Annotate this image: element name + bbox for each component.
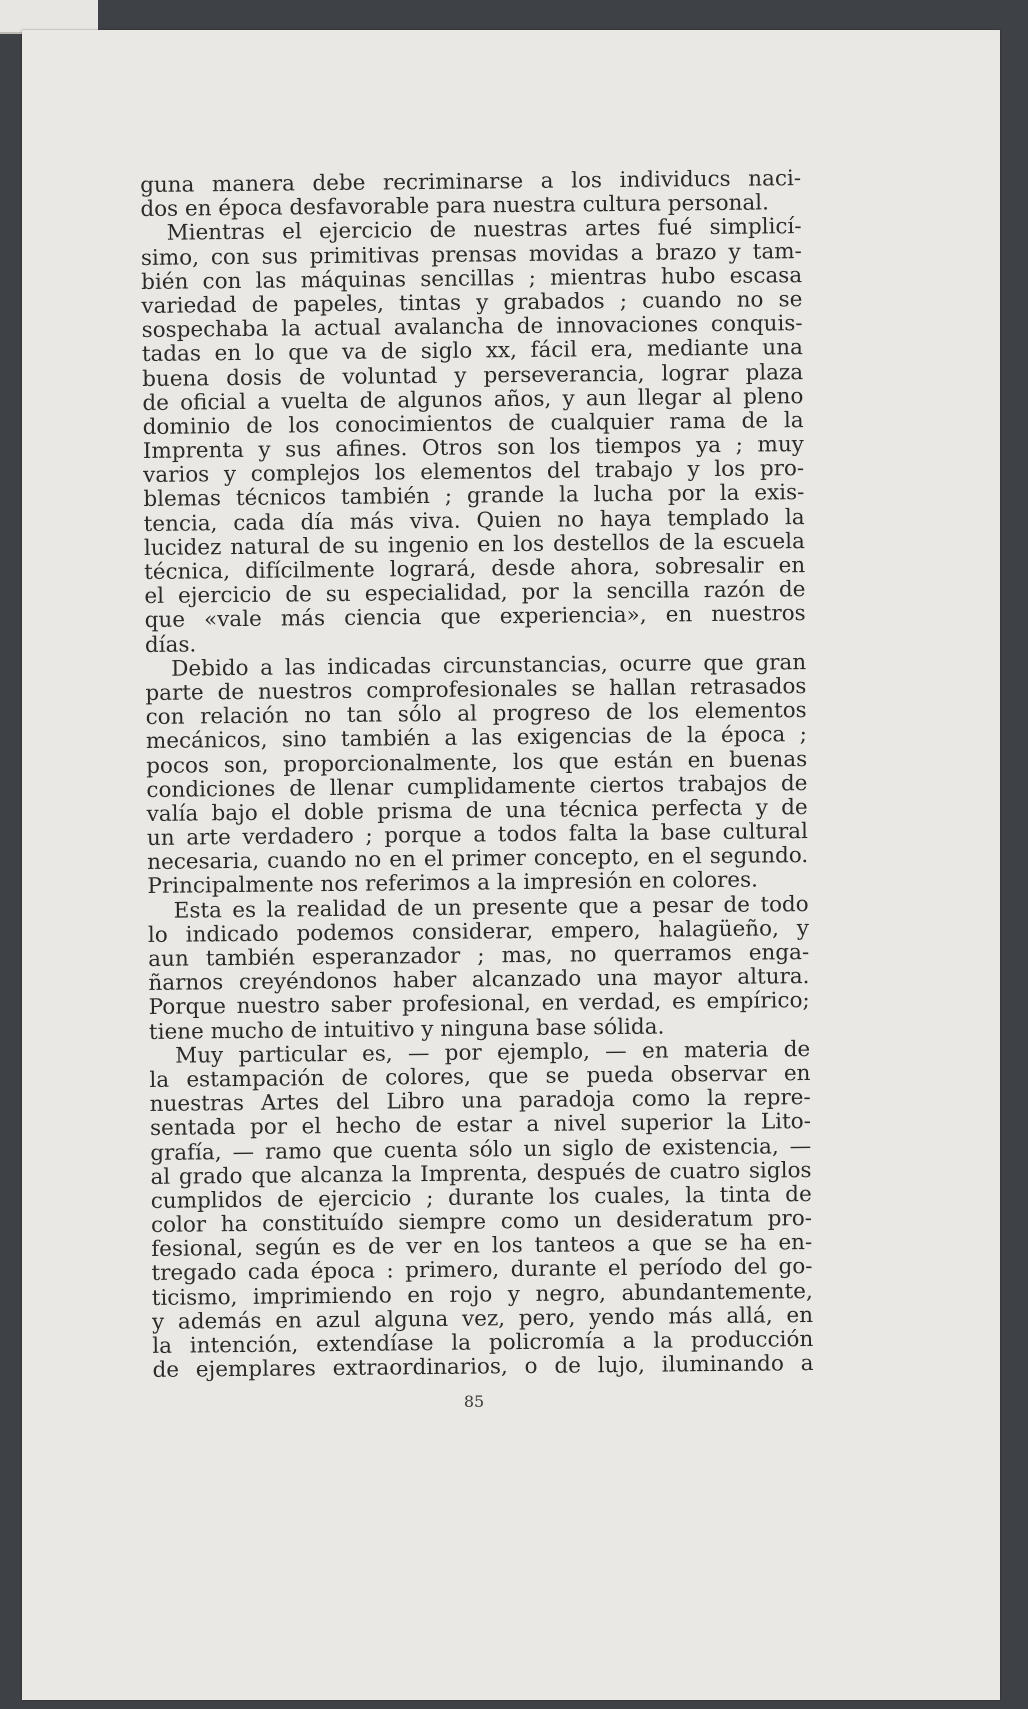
text-line: técnica, difícilmente logrará, desde ahora, sobresalir en	[144, 553, 806, 585]
text-line: tencia, cada día más viva. Quien no haya templado la	[143, 504, 805, 537]
text-line: necesaria, cuando no en el primer concepto, en el segundo.	[147, 843, 809, 876]
text-line: valía bajo el doble prisma de una técnica perfecta y de	[146, 794, 808, 827]
text-line: guna manera debe recriminarse a los individucs naci-	[139, 166, 802, 198]
body-text	[140, 167, 814, 1383]
text-line: dos en época desfavorable para nuestra cultura personal.	[140, 190, 770, 223]
text-line: tregado cada época : primero, durante el período del go-	[151, 1254, 813, 1287]
text-line: mecánicos, sino también a las exigencias de la época ;	[145, 722, 808, 755]
text-line: variedad de papeles, tintas y grabados ; cuando no se	[141, 287, 803, 319]
text-line: varios y complejos los elementos del trabajo y los pro-	[143, 456, 805, 489]
text-line: de oficial a vuelta de algunos años, y aun llegar al pleno	[142, 383, 804, 416]
text-line: la intención, extendíase la policromía a la producción	[152, 1327, 814, 1359]
text-line: que «vale más ciencia que experiencia», en nuestros	[144, 601, 806, 634]
text-line: nuestras Artes del Libro una paradoja como la repre-	[149, 1085, 811, 1118]
text-line: sentada por el hecho de estar a nivel superior la Lito-	[149, 1109, 812, 1142]
text-line: buena dosis de voluntad y perseverancia, lograr plaza	[142, 359, 804, 392]
text-line: simo, con sus primitivas prensas movidas a brazo y tam-	[140, 238, 802, 271]
text-line: color ha constituído siempre como un desideratum pro-	[150, 1206, 813, 1239]
text-line: tadas en lo que va de siglo xx, fácil era, mediante una	[141, 335, 803, 368]
text-line: Muy particular es, — por ejemplo, — en materia de	[175, 1036, 811, 1069]
text-line: un arte verdadero ; porque a todos falta la base cultural	[146, 819, 809, 852]
text-line: Debido a las indicadas circunstancias, ocurre que gran	[171, 649, 807, 682]
text-line: condiciones de llenar cumplidamente ciertos trabajos de	[146, 770, 808, 803]
text-line: pocos son, proporcionalmente, los que están en buenas	[146, 746, 808, 779]
text-line: lo indicado podemos considerar, empero, halagüeño, y	[147, 915, 810, 948]
text-line: blemas técnicos también ; grande la lucha por la exis-	[143, 480, 805, 513]
page-number: 85	[463, 1392, 485, 1411]
text-line: con relación no tan sólo al progreso de los elementos	[145, 698, 807, 731]
text-line: cumplidos de ejercicio ; durante los cuales, la tinta de	[150, 1181, 812, 1214]
text-line: la estampación de colores, que se pueda observar en	[149, 1060, 811, 1093]
text-line: grafía, — ramo que cuenta sólo un siglo de existencia, —	[150, 1133, 812, 1166]
text-line: aun también esperanzador ; mas, no querramos enga-	[148, 940, 810, 972]
text-line: días.	[144, 631, 197, 658]
scanned-page	[22, 30, 1000, 1700]
text-line: dominio de los conocimientos de cualquier rama de la	[142, 407, 804, 440]
text-line: fesional, según es de ver en los tanteos a que se ha en-	[151, 1230, 813, 1263]
text-line: sospechaba la actual avalancha de innovaciones conquis-	[141, 311, 803, 344]
page-tab-corner	[0, 0, 98, 34]
text-line: de ejemplares extraordinarios, o de lujo, iluminando a	[152, 1351, 814, 1384]
text-line: Porque nuestro saber profesional, en verdad, es empírico;	[148, 988, 810, 1021]
text-line: y además en azul alguna vez, pero, yendo más allá, en	[151, 1302, 814, 1335]
text-line: parte de nuestros comprofesionales se hallan retrasados	[145, 673, 807, 706]
text-line: Esta es la realidad de un presente que a pesar de todo	[173, 891, 809, 924]
text-line: Principalmente nos referimos a la impresión en colores.	[147, 868, 759, 900]
text-line: bién con las máquinas sencillas ; mientras hubo escasa	[141, 262, 803, 295]
text-line: el ejercicio de su especialidad, por la sencilla razón de	[144, 577, 806, 610]
text-line: al grado que alcanza la Imprenta, después de cuatro siglos	[150, 1157, 812, 1190]
text-line: Imprenta y sus afines. Otros son los tiempos ya ; muy	[142, 432, 805, 465]
text-line: ñarnos creyéndonos haber alcanzado una mayor altura.	[148, 964, 810, 997]
text-line: Mientras el ejercicio de nuestras artes fué simplicí-	[166, 214, 802, 247]
text-line: lucidez natural de su ingenio en los destellos de la escuela	[143, 528, 806, 561]
text-line: tiene mucho de intuitivo y ninguna base sólida.	[148, 1014, 665, 1045]
text-line: ticismo, imprimiendo en rojo y negro, abundantemente,	[151, 1278, 813, 1311]
